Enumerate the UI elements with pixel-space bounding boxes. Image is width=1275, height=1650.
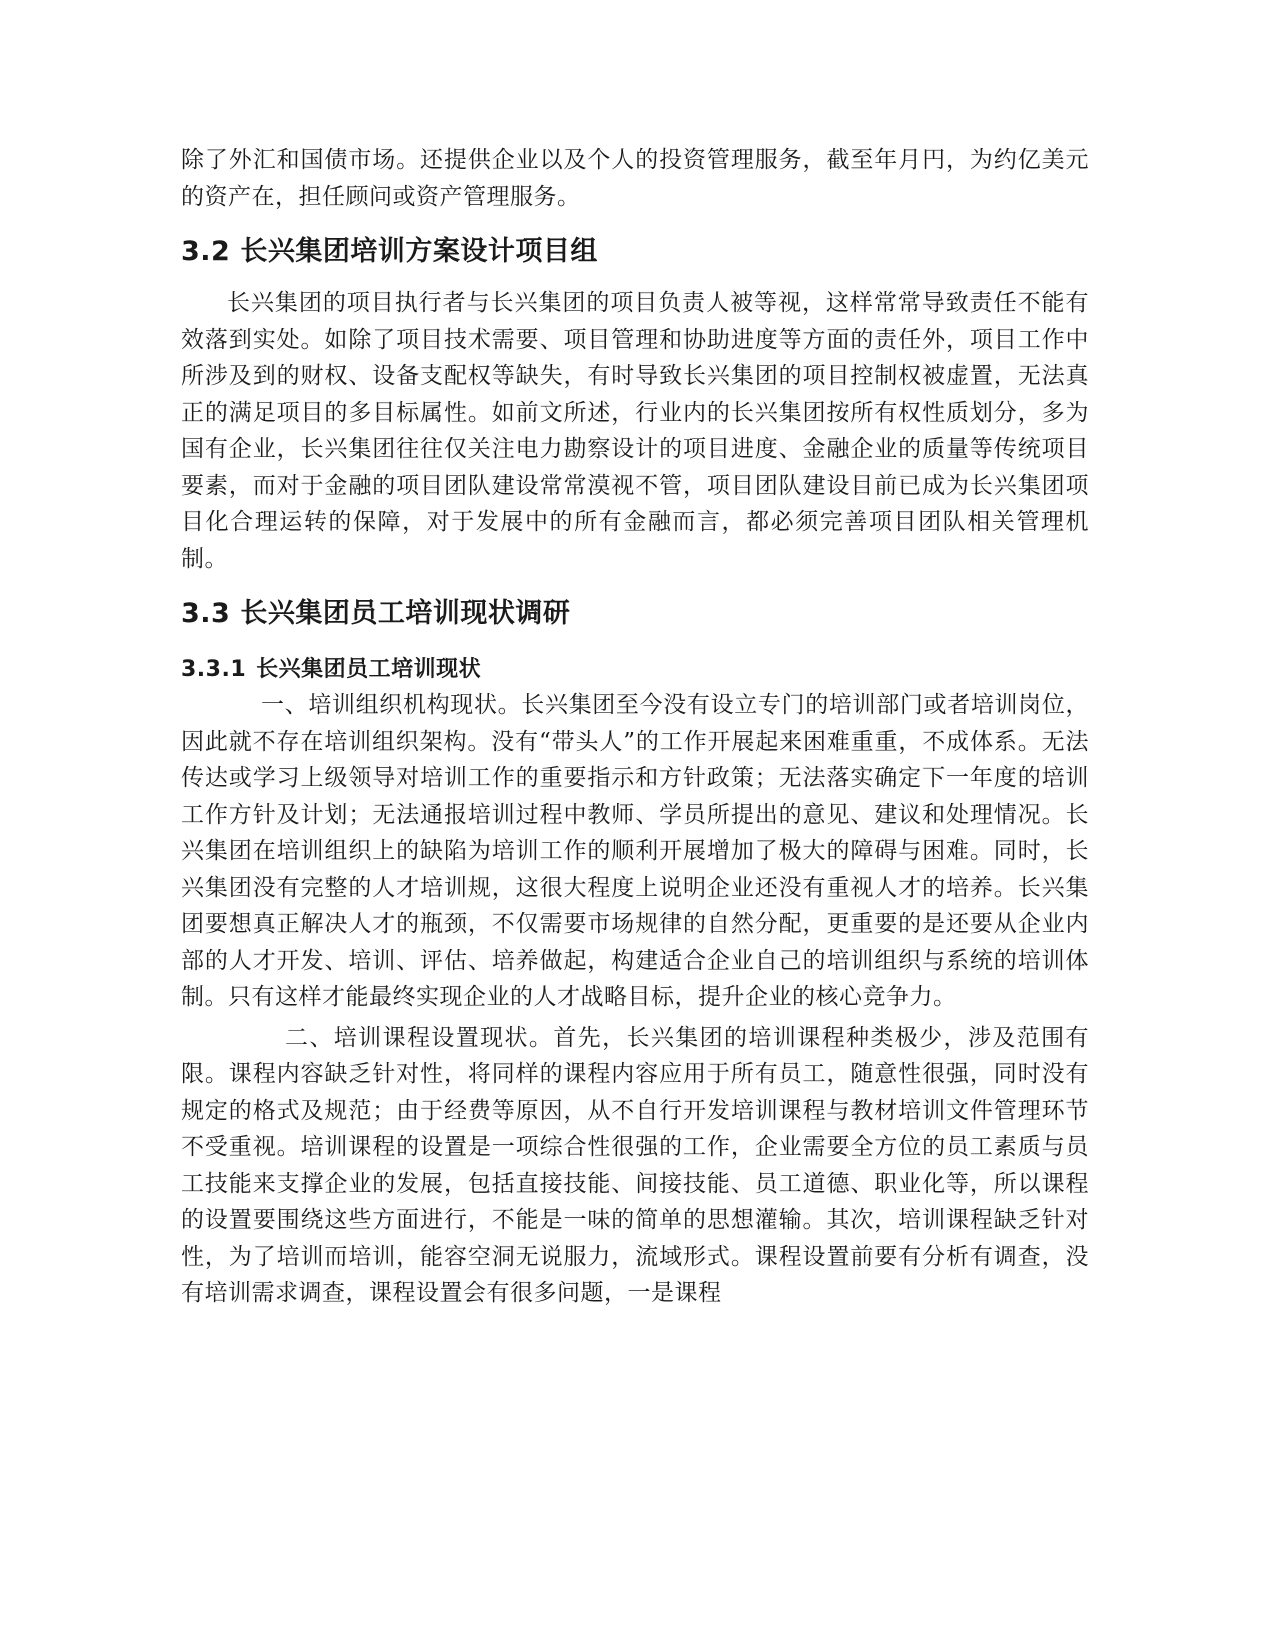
subsection-title: 长兴集团员工培训现状 (256, 657, 482, 682)
subsection-number: 3.3.1 (181, 657, 247, 682)
section-heading-3-3 (181, 595, 1089, 633)
subsection-heading-3-3-1 (181, 653, 1089, 687)
paragraph-intro-continuation: 除了外汇和国债市场。还提供企业以及个人的投资管理服务，截至年月円，为约亿美元的资产在，担任顾问或资产管理服务。 (181, 147, 1089, 210)
document-page (181, 142, 1089, 1312)
section-number: 3.2 (181, 236, 231, 267)
paragraph-project-team: 长兴集团的项目执行者与长兴集团的项目负责人被等视，这样常常导致责任不能有效落到实处。如除了项目技术需要、项目管理和协助进度等方面的责任外，项目工作中所涉及到的财权、设备支配权等缺失，有时导致长兴集团的项目控制权被虚置，无法真正的满足项目的多目标属性。如前文所述，行业内的长兴集团按所有权性质划分，多为国有企业，长兴集团往往仅关注电力勘察设计的项目进度、金融企业的质量等传统项目要素，而对于金融的项目团队建设常常漠视不管，项目团队建设目前已成为长兴集团项目化合理运转的保障，对于发展中的所有金融而言，都必须完善项目团队相关管理机制。 (181, 290, 1089, 572)
section-title: 长兴集团培训方案设计项目组 (240, 236, 598, 267)
section-title: 长兴集团员工培训现状调研 (240, 598, 571, 629)
paragraph-training-courses: 二、培训课程设置现状。首先，长兴集团的培训课程种类极少，涉及范围有限。课程内容缺乏针对性，将同样的课程内容应用于所有员工，随意性很强，同时没有规定的格式及规范；由于经费等原因，从不自行开发培训课程与教材培训文件管理环节不受重视。培训课程的设置是一项综合性很强的工作，企业需要全方位的员工素质与员工技能来支撑企业的发展，包括直接技能、间接技能、员工道德、职业化等，所以课程的设置要围绕这些方面进行，不能是一味的简单的思想灌输。其次，培训课程缺乏针对性，为了培训而培训，能容空洞无说服力，流域形式。课程设置前要有分析有调查，没有培训需求调查，课程设置会有很多问题，一是课程 (181, 1024, 1089, 1306)
section-heading-3-2 (181, 233, 1089, 271)
section-number: 3.3 (181, 598, 231, 629)
paragraph-training-organization: 一、培训组织机构现状。长兴集团至今没有设立专门的培训部门或者培训岗位，因此就不存在培训组织架构。没有“带头人”的工作开展起来困难重重，不成体系。无法传达或学习上级领导对培训工作的重要指示和方针政策；无法落实确定下一年度的培训工作方针及计划；无法通报培训过程中教师、学员所提出的意见、建议和处理情况。长兴集团在培训组织上的缺陷为培训工作的顺利开展增加了极大的障碍与困难。同时，长兴集团没有完整的人才培训规，这很大程度上说明企业还没有重视人才的培养。长兴集团要想真正解决人才的瓶颈，不仅需要市场规律的自然分配，更重要的是还要从企业内部的人才开发、培训、评估、培养做起，构建适合企业自己的培训组织与系统的培训体制。只有这样才能最终实现企业的人才战略目标，提升企业的核心竞争力。 (181, 692, 1089, 1010)
